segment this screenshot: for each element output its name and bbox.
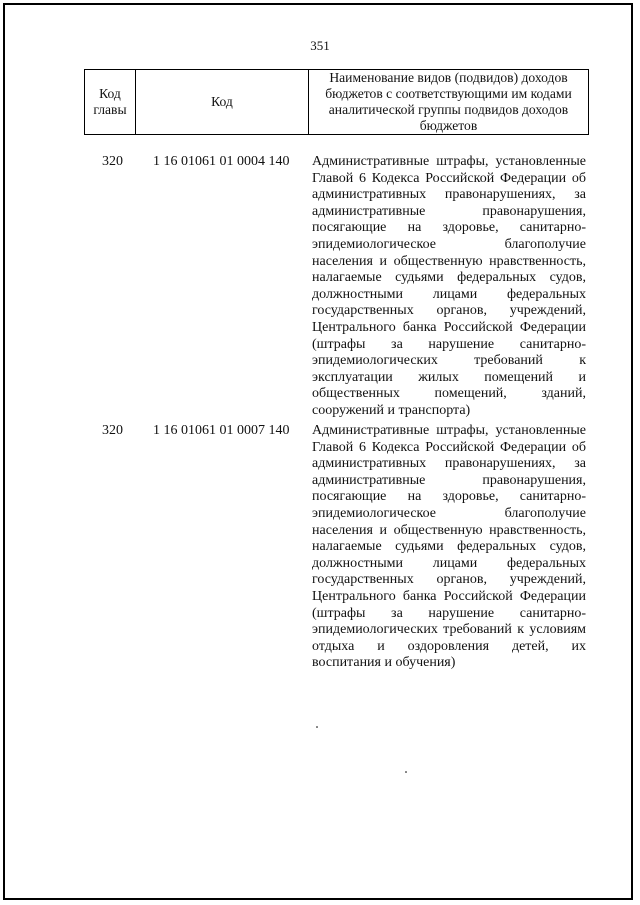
income-description: Административные штрафы, установленные Главой 6 Кодекса Российской Федерации об административных правонарушениях, за административные правонарушения, посягающие на здоровье, санитарно- эпидемиологическое благополучие населения и общественную нравственность, налагаемые судьями федеральных судов, должностными лицами федеральных государственных органов, учреждений, Центрального банка Российской Федерации (штрафы за нарушение санитарно- эпидемиологических требований к условиям отдыха и оздоровления детей, их воспитания и обучения) (312, 423, 586, 671)
chapter-code: 320 (102, 423, 123, 438)
budget-code: 1 16 01061 01 0004 140 (153, 154, 290, 169)
scan-speck (405, 771, 407, 773)
header-code: Код (136, 70, 309, 135)
header-chapter-code: Код главы (85, 70, 136, 135)
page-number: 351 (310, 38, 330, 53)
budget-code: 1 16 01061 01 0007 140 (153, 423, 290, 438)
income-description: Административные штрафы, установленные Главой 6 Кодекса Российской Федерации об административных правонарушениях, за административные правонарушения, посягающие на здоровье, санитарно- эпидемиологическое благополучие населения и общественную нравственность, налагаемые судьями федеральных судов, должностными лицами федеральных государственных органов, учреждений, Центрального банка Российской Федерации (штрафы за нарушение санитарно- эпидемиологических требований к эксплуатации жилых помещений и общественных помещений, зданий, сооружений и транспорта) (312, 154, 586, 418)
header-income-name: Наименование видов (подвидов) доходов бюджетов с соответствующими им кодами аналитической группы подвидов доходов бюджетов (309, 70, 589, 135)
chapter-code: 320 (102, 154, 123, 169)
table-header (84, 69, 589, 135)
scan-speck (316, 726, 318, 728)
